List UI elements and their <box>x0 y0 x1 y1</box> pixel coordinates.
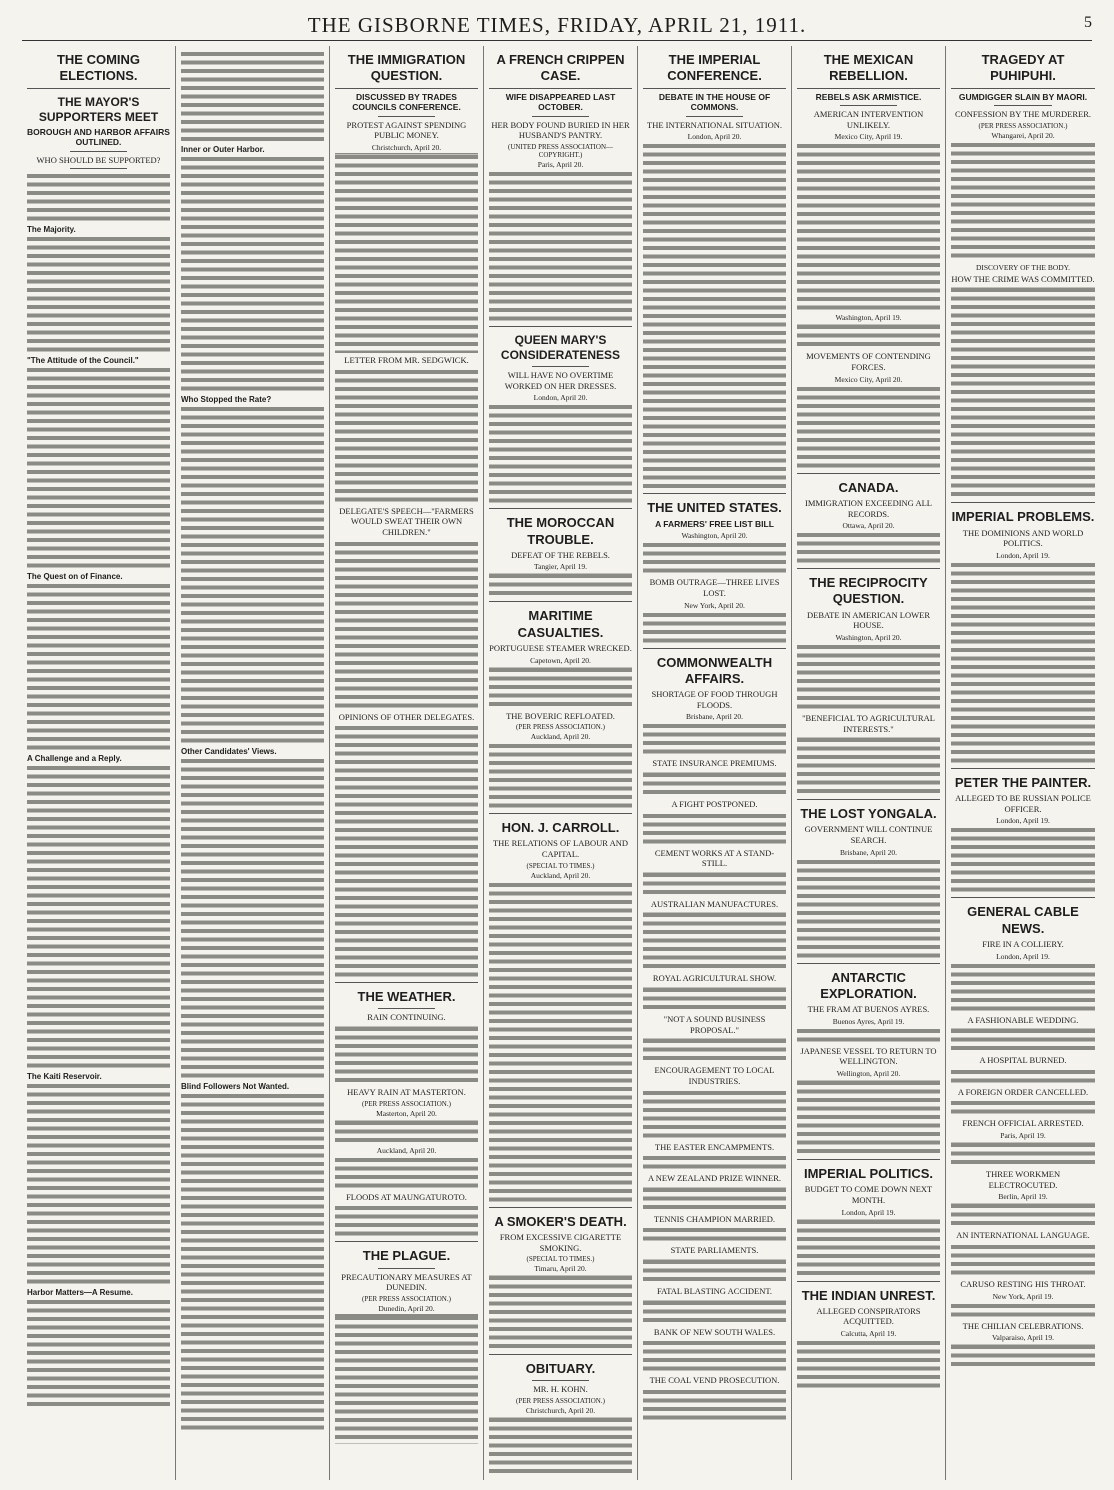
headline-indian-unrest: THE INDIAN UNREST. <box>801 1287 936 1303</box>
headline-imperial-politics: IMPERIAL POLITICS. <box>803 1166 934 1181</box>
dateline: Valparaiso, April 19. <box>991 1333 1055 1343</box>
rule <box>489 813 632 814</box>
rule <box>797 568 940 569</box>
deck-local-industries: ENCOURAGEMENT TO LOCAL INDUSTRIES. <box>654 1065 775 1086</box>
column-6 <box>792 46 946 1480</box>
credit: (SPECIAL TO TIMES.) <box>526 1255 595 1264</box>
article-body <box>643 722 786 756</box>
article-body <box>643 1186 786 1212</box>
deck-bomb-outrage: BOMB OUTRAGE—THREE LIVES LOST. <box>649 577 780 598</box>
article-body <box>951 1027 1095 1053</box>
rule <box>951 88 1095 89</box>
rule <box>797 799 940 800</box>
rule <box>378 116 435 117</box>
sidehead: Other Candidates' Views. <box>181 747 277 756</box>
dateline: London, April 19. <box>996 951 1050 961</box>
article-body <box>643 1154 786 1171</box>
sidehead: A Challenge and a Reply. <box>27 754 122 764</box>
deck-australian-manufactures: AUSTRALIAN MANUFACTURES. <box>650 898 779 909</box>
article-body <box>27 172 170 223</box>
sidehead: The Quest on of Finance. <box>27 572 123 582</box>
article-body <box>951 286 1095 499</box>
article-body <box>797 1079 940 1156</box>
rule <box>797 1159 940 1160</box>
article-body <box>643 871 786 897</box>
deck-foreign-order: A FOREIGN ORDER CANCELLED. <box>957 1086 1089 1097</box>
article-body <box>643 911 786 971</box>
rule <box>335 88 478 89</box>
deck-rain-continuing: RAIN CONTINUING. <box>367 1012 446 1023</box>
article-body <box>643 142 786 490</box>
article-body <box>489 742 632 810</box>
dateline: Mexico City, April 20. <box>834 374 903 384</box>
deck-fram: THE FRAM AT BUENOS AYRES. <box>807 1004 930 1015</box>
dateline: Buenos Ayres, April 19. <box>832 1016 905 1026</box>
credit: (PER PRESS ASSOCIATION.) <box>362 1294 451 1303</box>
headline-imperial-conference: THE IMPERIAL CONFERENCE. <box>667 52 762 84</box>
article-body <box>643 812 786 846</box>
deck-tennis-champion: TENNIS CHAMPION MARRIED. <box>653 1213 776 1224</box>
headline-smokers-death: A SMOKER'S DEATH. <box>494 1213 627 1229</box>
deck-coal-vend: THE COAL VEND PROSECUTION. <box>649 1375 780 1386</box>
rule <box>951 768 1095 769</box>
dateline: Paris, April 20. <box>537 160 584 169</box>
article-body <box>181 50 324 143</box>
headline-queen-mary: QUEEN MARY'S CONSIDERATENESS <box>500 333 621 362</box>
article-body <box>951 826 1095 894</box>
rule <box>643 648 786 649</box>
deck-letter-sedgwick: LETTER FROM MR. SEDGWICK. <box>344 355 469 365</box>
article-body <box>643 1089 786 1140</box>
dateline: Auckland, April 20. <box>530 870 591 880</box>
article-body <box>335 1025 478 1085</box>
deck-state-insurance: STATE INSURANCE PREMIUMS. <box>652 758 777 769</box>
article-body <box>951 1068 1095 1085</box>
credit: (PER PRESS ASSOCIATION.) <box>516 723 605 732</box>
dateline: Brisbane, April 20. <box>839 847 898 857</box>
article-body <box>643 986 786 1012</box>
article-body <box>489 1416 632 1476</box>
article-body <box>797 1027 940 1044</box>
dateline: London, April 19. <box>841 1207 896 1217</box>
headline-cable-news: GENERAL CABLE NEWS. <box>967 904 1079 936</box>
page-number: 5 <box>1084 14 1092 31</box>
deck-defeat-rebels: DEFEAT OF THE REBELS. <box>511 549 610 560</box>
article-body <box>643 611 786 645</box>
article-body <box>643 1226 786 1243</box>
article-body <box>335 1156 478 1190</box>
rule <box>378 1008 435 1009</box>
headline-peter-painter: PETER THE PAINTER. <box>954 774 1092 790</box>
article-body <box>951 141 1095 260</box>
article-body <box>643 541 786 575</box>
dateline: Dunedin, April 20. <box>378 1303 435 1313</box>
sidehead: The Majority. <box>27 225 76 235</box>
article-body <box>489 170 632 323</box>
subhead-borough-harbor: BOROUGH AND HARBOR AFFAIRS OUTLINED. <box>27 126 170 148</box>
dateline: Capetown, April 20. <box>530 655 591 665</box>
rule <box>532 1380 589 1381</box>
dateline: Berlin, April 19. <box>998 1192 1048 1202</box>
article-body <box>643 1299 786 1325</box>
article-body <box>643 1258 786 1284</box>
article-body <box>797 531 940 565</box>
article-body <box>951 962 1095 1013</box>
deck-wedding: A FASHIONABLE WEDDING. <box>967 1014 1079 1025</box>
rule <box>840 105 897 106</box>
credit: (PER PRESS ASSOCIATION.) <box>978 121 1068 130</box>
headline-french-crippen: A FRENCH CRIPPEN CASE. <box>496 52 625 84</box>
dateline: Christchurch, April 20. <box>525 1406 596 1415</box>
article-body <box>797 1339 940 1390</box>
rule <box>335 982 478 983</box>
article-body <box>643 771 786 797</box>
deck-hospital: A HOSPITAL BURNED. <box>979 1055 1067 1066</box>
rule <box>489 1354 632 1355</box>
article-body <box>951 1141 1095 1167</box>
credit: (UNITED PRESS ASSOCIATION—COPYRIGHT.) <box>507 143 613 159</box>
article-body <box>27 764 170 1070</box>
deck-protest: PROTEST AGAINST SPENDING PUBLIC MONEY. <box>346 119 467 141</box>
article-body <box>27 1298 170 1408</box>
deck-american-intervention: AMERICAN INTERVENTION UNLIKELY. <box>813 109 924 130</box>
deck-chilian: THE CHILIAN CELEBRATIONS. <box>962 1320 1084 1331</box>
rule <box>797 963 940 964</box>
dateline: Auckland, April 20. <box>530 732 591 742</box>
subhead-mayors-supporters: THE MAYOR'S SUPPORTERS MEET <box>38 94 159 124</box>
article-body <box>181 757 324 1080</box>
dateline: Timaru, April 20. <box>534 1264 587 1274</box>
headline-antarctic: ANTARCTIC EXPLORATION. <box>820 969 917 1001</box>
column-7 <box>946 46 1100 1480</box>
deck-other-delegates: OPINIONS OF OTHER DELEGATES. <box>338 711 475 722</box>
article-body <box>797 323 940 349</box>
article-body <box>489 403 632 505</box>
article-body <box>335 540 478 710</box>
dateline: Calcutta, April 19. <box>840 1329 897 1338</box>
rule <box>951 897 1095 898</box>
article-body <box>643 1037 786 1063</box>
column-1 <box>22 46 176 1480</box>
column-3 <box>330 46 484 1480</box>
credit: (PER PRESS ASSOCIATION.) <box>362 1099 451 1108</box>
sidehead: "The Attitude of the Council." <box>27 356 139 366</box>
rule <box>532 366 589 367</box>
rule <box>27 88 170 89</box>
deck-easter-encampments: THE EASTER ENCAMPMENTS. <box>654 1141 775 1152</box>
headline-lost-yongala: THE LOST YONGALA. <box>800 806 937 822</box>
deck-international-situation: THE INTERNATIONAL SITUATION. <box>647 119 782 130</box>
article-body <box>335 153 478 353</box>
article-body <box>489 881 632 1204</box>
deck-no-overtime: WILL HAVE NO OVERTIME WORKED ON HER DRESSES. <box>504 370 617 391</box>
article-body <box>27 235 170 354</box>
article-body <box>489 1274 632 1351</box>
article-body <box>181 405 324 745</box>
credit: (PER PRESS ASSOCIATION.) <box>516 1397 605 1405</box>
deck-cigarette: FROM EXCESSIVE CIGARETTE SMOKING. <box>499 1231 622 1253</box>
sidehead: Blind Followers Not Wanted. <box>181 1082 290 1091</box>
article-body <box>27 366 170 570</box>
headline-commonwealth-affairs: COMMONWEALTH AFFAIRS. <box>656 654 773 686</box>
deck-french-official: FRENCH OFFICIAL ARRESTED. <box>962 1118 1084 1129</box>
deck-not-sound: "NOT A SOUND BUSINESS PROPOSAL." <box>663 1014 766 1035</box>
deck-conspirators: ALLEGED CONSPIRATORS ACQUITTED. <box>816 1305 921 1327</box>
deck-heavy-rain-masterton: HEAVY RAIN AT MASTERTON. <box>347 1087 466 1097</box>
article-body <box>643 1388 786 1422</box>
deck-labour-capital: THE RELATIONS OF LABOUR AND CAPITAL. <box>492 838 629 859</box>
column-5 <box>638 46 792 1480</box>
subhead-trades-councils: DISCUSSED BY TRADES COUNCILS CONFERENCE. <box>352 91 461 113</box>
headline-maritime-casualties: MARITIME CASUALTIES. <box>517 608 604 640</box>
article-body <box>335 724 478 979</box>
article-body <box>951 1302 1095 1319</box>
columns <box>22 46 1100 1480</box>
subhead-rebels-armistice: REBELS ASK ARMISTICE. <box>815 91 922 102</box>
dateline: Auckland, April 20. <box>376 1145 437 1155</box>
headline-mexican-rebellion: THE MEXICAN REBELLION. <box>823 52 914 84</box>
deck-delegates-speech: DELEGATE'S SPEECH—"FARMERS WOULD SWEAT THEIR OWN CHILDREN." <box>339 505 474 537</box>
deck-beneficial: "BENEFICIAL TO AGRICULTURAL INTERESTS." <box>802 712 935 734</box>
article-body <box>335 1314 478 1444</box>
rule <box>335 1241 478 1242</box>
article-body <box>181 155 324 393</box>
article-body <box>181 1092 324 1432</box>
headline-moroccan-trouble: THE MOROCCAN TROUBLE. <box>506 515 615 547</box>
deck-blasting-accident: FATAL BLASTING ACCIDENT. <box>656 1286 773 1296</box>
article-body <box>335 368 478 504</box>
article-body <box>797 643 940 711</box>
rule <box>70 151 127 152</box>
rule <box>994 105 1052 106</box>
deck-state-parliaments: STATE PARLIAMENTS. <box>670 1245 759 1256</box>
dateline: Masterton, April 20. <box>376 1108 437 1118</box>
rule <box>643 493 786 494</box>
deck-cement-works: CEMENT WORKS AT A STAND-STILL. <box>654 847 775 869</box>
article-body <box>489 666 632 709</box>
deck-crime-committed: HOW THE CRIME WAS COMMITTED. <box>951 273 1095 284</box>
headline-weather: THE WEATHER. <box>357 989 456 1005</box>
article-body <box>951 1243 1095 1277</box>
deck-fight-postponed: A FIGHT POSTPONED. <box>671 798 758 809</box>
deck-body-found: HER BODY FOUND BURIED IN HER HUSBAND'S PANTRY. <box>491 119 630 141</box>
article-body <box>489 572 632 598</box>
rule <box>686 116 743 117</box>
deck-budget: BUDGET TO COME DOWN NEXT MONTH. <box>804 1184 933 1205</box>
article-body <box>797 736 940 796</box>
deck-who-supported: WHO SHOULD BE SUPPORTED? <box>36 154 161 165</box>
rule <box>70 168 127 169</box>
article-body <box>335 1204 478 1238</box>
article-body <box>797 858 940 960</box>
rule <box>489 508 632 509</box>
subhead-free-list-bill: A FARMERS' FREE LIST BILL <box>655 518 774 529</box>
deck-lower-house: DEBATE IN AMERICAN LOWER HOUSE. <box>806 609 930 631</box>
deck-continue-search: GOVERNMENT WILL CONTINUE SEARCH. <box>804 824 933 845</box>
sidehead: The Kaiti Reservoir. <box>27 1072 102 1082</box>
deck-portuguese-steamer: PORTUGUESE STEAMER WRECKED. <box>489 642 632 653</box>
rule <box>797 88 940 89</box>
rule <box>378 1268 435 1269</box>
deck-immigration-records: IMMIGRATION EXCEEDING ALL RECORDS. <box>804 497 932 519</box>
headline-hon-carroll: HON. J. CARROLL. <box>501 820 620 836</box>
sidehead: Who Stopped the Rate? <box>181 395 272 404</box>
headline-puhipuhi: TRAGEDY AT PUHIPUHI. <box>981 52 1065 84</box>
dateline: Christchurch, April 20. <box>371 143 442 152</box>
dateline: London, April 20. <box>687 132 742 142</box>
article-body <box>951 1099 1095 1116</box>
dateline: London, April 19. <box>996 550 1050 560</box>
article-body <box>797 142 940 312</box>
newspaper-title: THE GISBORNE TIMES, FRIDAY, APRIL 21, 1911. <box>307 12 807 37</box>
deck-shortage-food: SHORTAGE OF FOOD THROUGH FLOODS. <box>651 689 778 710</box>
dateline: New York, April 20. <box>684 600 745 610</box>
headline-canada: CANADA. <box>838 479 899 495</box>
article-body <box>643 1339 786 1373</box>
headline-united-states: THE UNITED STATES. <box>647 500 782 516</box>
deck-caruso: CARUSO RESTING HIS THROAT. <box>960 1278 1086 1289</box>
article-body <box>335 1119 478 1145</box>
deck-precautionary: PRECAUTIONARY MEASURES AT DUNEDIN. <box>341 1271 472 1293</box>
rule <box>532 116 589 117</box>
headline-plague: THE PLAGUE. <box>362 1248 451 1264</box>
subhead-wife-disappeared: WIFE DISAPPEARED LAST OCTOBER. <box>505 91 616 113</box>
column-2 <box>176 46 330 1480</box>
rule <box>489 88 632 89</box>
rule <box>643 88 786 89</box>
article-body <box>27 1082 170 1286</box>
dateline: Mexico City, April 19. <box>834 132 903 142</box>
headline-obituary: OBITUARY. <box>525 1361 596 1377</box>
deck-russian-police: ALLEGED TO BE RUSSIAN POLICE OFFICER. <box>955 793 1091 814</box>
article-body <box>951 561 1095 765</box>
headline-reciprocity: THE RECIPROCITY QUESTION. <box>809 575 928 607</box>
rule <box>489 326 632 327</box>
column-4 <box>484 46 638 1480</box>
dateline: Paris, April 19. <box>1000 1131 1046 1140</box>
rule <box>489 601 632 602</box>
dateline: New York, April 19. <box>992 1291 1054 1301</box>
sidehead: Inner or Outer Harbor. <box>181 145 265 154</box>
deck-prize-winner: A NEW ZEALAND PRIZE WINNER. <box>647 1173 782 1184</box>
dateline: Washington, April 20. <box>681 531 748 541</box>
deck-floods-maungaturoto: FLOODS AT MAUNGATUROTO. <box>346 1191 467 1202</box>
headline-imperial-problems: IMPERIAL PROBLEMS. <box>951 509 1095 525</box>
article-body <box>951 1343 1095 1369</box>
article-body <box>797 385 940 470</box>
subhead-house-commons: DEBATE IN THE HOUSE OF COMMONS. <box>658 91 771 113</box>
subhead-gumdigger: GUMDIGGER SLAIN BY MAORI. <box>958 91 1088 102</box>
deck-bank-nsw: BANK OF NEW SOUTH WALES. <box>653 1326 776 1337</box>
deck-electrocuted: THREE WORKMEN ELECTROCUTED. <box>985 1169 1061 1190</box>
dateline: Brisbane, April 20. <box>685 712 744 722</box>
dateline: Wellington, April 20. <box>836 1069 901 1078</box>
dateline: London, April 19. <box>996 816 1050 826</box>
dateline: London, April 20. <box>533 393 588 403</box>
sidehead: Harbor Matters—A Resume. <box>27 1288 133 1298</box>
deck-japanese-vessel: JAPANESE VESSEL TO RETURN TO WELLINGTON. <box>800 1045 937 1067</box>
article-body <box>797 1218 940 1278</box>
deck-colliery-fire: FIRE IN A COLLIERY. <box>982 938 1064 949</box>
deck-royal-show: ROYAL AGRICULTURAL SHOW. <box>652 973 777 984</box>
dateline: Tangier, April 19. <box>534 562 587 572</box>
deck-confession: CONFESSION BY THE MURDERER. <box>954 109 1092 120</box>
deck-international-language: AN INTERNATIONAL LANGUAGE. <box>956 1230 1090 1241</box>
dateline: Whangarei, April 20. <box>991 130 1055 140</box>
headline-coming-elections: THE COMING ELECTIONS. <box>56 52 141 84</box>
masthead <box>22 10 1092 41</box>
deck-boveric-refloated: THE BOVERIC REFLOATED. <box>506 710 615 721</box>
credit: (SPECIAL TO TIMES.) <box>526 861 595 870</box>
deck-contending-forces: MOVEMENTS OF CONTENDING FORCES. <box>806 351 931 372</box>
rule <box>951 502 1095 503</box>
deck-mr-kohn: MR. H. KOHN. <box>533 1384 588 1395</box>
rule <box>489 1207 632 1208</box>
headline-immigration-question: THE IMMIGRATION QUESTION. <box>347 52 466 84</box>
dateline: Washington, April 19. <box>835 313 902 323</box>
deck-discovery: DISCOVERY OF THE BODY. <box>975 262 1071 272</box>
rule <box>797 1281 940 1282</box>
article-body <box>951 1202 1095 1228</box>
deck-dominions: THE DOMINIONS AND WORLD POLITICS. <box>962 527 1084 549</box>
dateline: Ottawa, April 20. <box>842 521 895 531</box>
dateline: Washington, April 20. <box>835 632 902 642</box>
article-body <box>27 582 170 752</box>
rule <box>797 473 940 474</box>
